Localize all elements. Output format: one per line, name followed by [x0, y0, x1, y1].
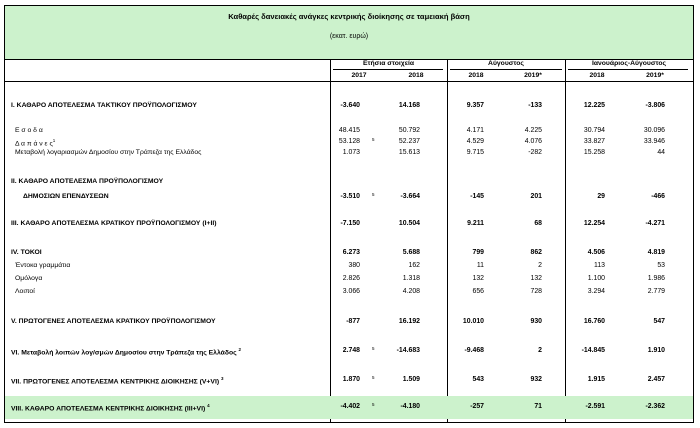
cell-value: 11: [476, 262, 484, 269]
cell-value: 44: [657, 149, 665, 156]
cell-value: 932: [530, 376, 542, 383]
cell-value: -7.150: [340, 220, 360, 227]
cell-value: 543: [472, 376, 484, 383]
cell-value: 1.870: [342, 376, 360, 383]
title-header: [5, 6, 693, 60]
cell-value: 33.827: [583, 138, 605, 145]
cell-value: 9.211: [467, 220, 484, 227]
cell-value: -2.362: [645, 403, 665, 410]
cell-value: 1.915: [587, 376, 605, 383]
cell-value: 12.225: [583, 102, 605, 109]
cell-value: -877: [346, 318, 360, 325]
cell-value: -2.591: [585, 403, 605, 410]
cell-value: -4.180: [400, 403, 420, 410]
cell-value: 4.225: [524, 127, 542, 134]
cell-value: 656: [472, 288, 484, 295]
cell-value: 15.613: [398, 149, 420, 156]
cell-value: 799: [472, 249, 484, 256]
cell-value: 1.986: [647, 275, 665, 282]
cell-value: 930: [530, 318, 542, 325]
cell-value: 68: [534, 220, 542, 227]
cell-value: -3.640: [340, 102, 360, 109]
year-header: 2018: [589, 72, 605, 79]
cell-value: 2.457: [647, 376, 665, 383]
row-label: Έντοκα γραμμάτια: [15, 262, 71, 269]
cell-value: 201: [530, 193, 542, 200]
row-label: Λοιποί: [15, 288, 35, 295]
cell-value: 14.168: [398, 102, 420, 109]
header-underline: [568, 69, 688, 70]
cell-value: 4.171: [466, 127, 484, 134]
cell-value: -257: [470, 403, 484, 410]
cell-note: 5: [372, 137, 375, 142]
cell-value: 5.688: [402, 249, 420, 256]
cell-note: 5: [372, 192, 375, 197]
divider-vertical: [330, 59, 331, 422]
cell-note: 5: [372, 375, 375, 380]
cell-value: 132: [472, 275, 484, 282]
row-label: III. ΚΑΘΑΡΟ ΑΠΟΤΕΛΕΣΜΑ ΚΡΑΤΙΚΟΥ ΠΡΟΫΠΟΛΟΓΙΣΜΟΥ (I+II): [11, 220, 217, 227]
cell-value: 30.096: [643, 127, 665, 134]
row-label-continued: ΔΗΜΟΣΙΩΝ ΕΠΕΝΔΥΣΕΩΝ: [23, 193, 109, 200]
cell-value: 12.254: [583, 220, 605, 227]
cell-value: -14.845: [581, 347, 605, 354]
footnote-marker: 2: [238, 347, 242, 352]
cell-value: -14.683: [396, 347, 420, 354]
cell-value: 4.529: [466, 138, 484, 145]
footnote-marker: 1: [52, 138, 56, 143]
row-label: I. ΚΑΘΑΡΟ ΑΠΟΤΕΛΕΣΜΑ ΤΑΚΤΙΚΟΥ ΠΡΟΫΠΟΛΟΓΙΣΜΟΥ: [11, 102, 197, 109]
cell-value: -4.271: [645, 220, 665, 227]
cell-value: 29: [597, 193, 605, 200]
group-header-annual: Ετήσια στοιχεία: [362, 60, 415, 67]
cell-value: 71: [534, 403, 542, 410]
cell-value: -3.510: [340, 193, 360, 200]
row-label: [11, 376, 224, 385]
cell-note: 5: [372, 346, 375, 351]
cell-value: 4.208: [402, 288, 420, 295]
cell-value: 1.509: [402, 376, 420, 383]
cell-value: -3.664: [400, 193, 420, 200]
cell-value: 10.504: [398, 220, 420, 227]
row-label: [11, 403, 210, 412]
cell-value: -133: [528, 102, 542, 109]
row-label: [15, 138, 55, 147]
row-label: Μεταβολή λογαριασμών Δημοσίου στην Τράπεζα της Ελλάδος: [15, 149, 202, 156]
year-header: 2018: [408, 72, 424, 79]
cell-value: 2.779: [647, 288, 665, 295]
table-sheet: [4, 5, 694, 423]
row-label: [11, 347, 241, 356]
cell-value: -4.402: [340, 403, 360, 410]
footnote-marker: 3: [220, 376, 224, 381]
cell-value: 2: [538, 262, 542, 269]
year-header: 2018: [468, 72, 484, 79]
row-label: II. ΚΑΘΑΡΟ ΑΠΟΤΕΛΕΣΜΑ ΠΡΟΫΠΟΛΟΓΙΣΜΟΥ: [11, 178, 164, 185]
year-header: 2017: [351, 72, 367, 79]
cell-value: -3.806: [645, 102, 665, 109]
cell-value: 4.506: [587, 249, 605, 256]
cell-value: -9.468: [464, 347, 484, 354]
header-underline: [333, 69, 443, 70]
cell-value: 50.792: [398, 127, 420, 134]
cell-value: 2: [538, 347, 542, 354]
footnote-marker: 4: [207, 403, 210, 408]
header-bottom-rule: [5, 81, 693, 82]
cell-value: 547: [653, 318, 665, 325]
cell-value: 2.826: [342, 275, 360, 282]
cell-value: 53: [657, 262, 665, 269]
cell-value: -466: [651, 193, 665, 200]
cell-value: 1.318: [402, 275, 420, 282]
cell-value: 15.258: [583, 149, 605, 156]
row-label: Ε σ ο δ α: [15, 127, 43, 134]
cell-value: 48.415: [338, 127, 360, 134]
cell-value: 1.100: [587, 275, 605, 282]
year-header: 2019*: [524, 72, 542, 79]
cell-value: 16.760: [583, 318, 605, 325]
table-title: Καθαρές δανειακές ανάγκες κεντρικής διοίκησης σε ταμειακή βάση: [228, 12, 470, 21]
cell-value: 33.946: [643, 138, 665, 145]
cell-value: 16.192: [398, 318, 420, 325]
cell-value: 10.010: [462, 318, 484, 325]
cell-value: 113: [594, 262, 605, 269]
cell-value: 9.715: [466, 149, 484, 156]
row-label: V. ΠΡΩΤΟΓΕΝΕΣ ΑΠΟΤΕΛΕΣΜΑ ΚΡΑΤΙΚΟΥ ΠΡΟΫΠΟΛΟΓΙΣΜΟΥ: [11, 318, 216, 325]
cell-value: 3.066: [342, 288, 360, 295]
row-label: Ομόλογα: [15, 275, 43, 282]
cell-value: 162: [408, 262, 420, 269]
divider-vertical: [565, 59, 566, 422]
cell-note: 5: [372, 402, 375, 407]
cell-value: 132: [530, 275, 542, 282]
cell-value: -145: [470, 193, 484, 200]
cell-value: 1.910: [647, 347, 665, 354]
row-label: IV. ΤΟΚΟΙ: [11, 249, 42, 256]
cell-value: 2.748: [342, 347, 360, 354]
unit-label: (εκατ. ευρώ): [329, 33, 369, 40]
year-header: 2019*: [646, 72, 664, 79]
cell-value: 53.128: [338, 138, 360, 145]
cell-value: 3.294: [587, 288, 605, 295]
divider-vertical: [447, 59, 448, 422]
group-header-august: Αύγουστος: [488, 60, 524, 67]
group-header-jan-aug: Ιανουάριος-Αύγουστος: [591, 60, 667, 67]
cell-value: 728: [530, 288, 542, 295]
header-underline: [450, 69, 562, 70]
cell-value: 1.073: [342, 149, 360, 156]
cell-value: 6.273: [342, 249, 360, 256]
cell-value: 52.237: [398, 138, 420, 145]
cell-value: 4.819: [647, 249, 665, 256]
row-label-text: VIII. ΚΑΘΑΡΟ ΑΠΟΤΕΛΕΣΜΑ ΚΕΝΤΡΙΚΗΣ ΔΙΟΙΚΗΣΗΣ (III+VI): [11, 405, 206, 413]
cell-value: 30.794: [583, 127, 605, 134]
cell-value: 380: [348, 262, 360, 269]
row-label-text: VII. ΠΡΩΤΟΓΕΝΕΣ ΑΠΟΤΕΛΕΣΜΑ ΚΕΝΤΡΙΚΗΣ ΔΙΟΙΚΗΣΗΣ (V+VI): [11, 378, 220, 386]
cell-value: 9.357: [466, 102, 484, 109]
cell-value: 862: [530, 249, 542, 256]
row-label-text: Δ α π ά ν ε ς: [15, 140, 53, 148]
cell-value: 4.076: [524, 138, 542, 145]
cell-value: -282: [528, 149, 542, 156]
row-label-text: VI. Μεταβολή λοιπών λογ/σμών Δημοσίου στην Τράπεζα της Ελλάδος: [11, 349, 237, 357]
